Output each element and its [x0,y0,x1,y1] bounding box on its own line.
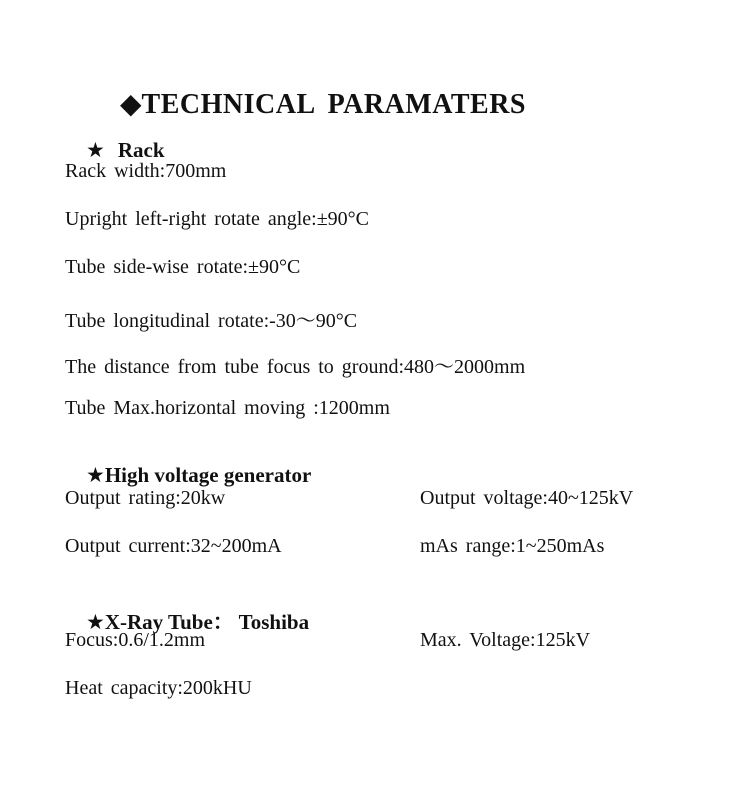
spec-cell-heat-capacity: Heat capacity:200kHU [65,677,252,699]
spec-cell-output-rating: Output rating:20kw [65,487,226,509]
spec-line-focus-to-ground: The distance from tube focus to ground:480～2000mm [65,356,526,378]
section-heading-rack-label: Rack [117,138,165,162]
spec-line-horizontal-moving: Tube Max.horizontal moving :1200mm [65,397,390,419]
spec-line-upright-rotate: Upright left-right rotate angle:±90°C [65,208,370,230]
section-heading-generator-label: High voltage generator [104,463,312,487]
spec-cell-focus: Focus:0.6/1.2mm [65,629,206,651]
spec-cell-mas-range: mAs range:1~250mAs [420,535,605,557]
diamond-icon: ◆ [120,89,142,120]
spec-line-rack-width: Rack width:700mm [65,160,227,182]
page-title: TECHNICAL PARAMATERS [141,89,526,120]
spec-line-longitudinal-rotate: Tube longitudinal rotate:-30～90°C [65,310,358,332]
spec-cell-output-current: Output current:32~200mA [65,535,282,557]
spec-cell-max-voltage: Max. Voltage:125kV [420,629,591,651]
star-icon: ★ [86,138,105,162]
spec-line-sidewise-rotate: Tube side-wise rotate:±90°C [65,256,301,278]
section-heading-xray-tube-label: X-Ray Tube： Toshiba [104,610,310,634]
spec-cell-output-voltage: Output voltage:40~125kV [420,487,634,509]
star-icon: ★ [86,463,105,487]
star-icon: ★ [86,610,105,634]
